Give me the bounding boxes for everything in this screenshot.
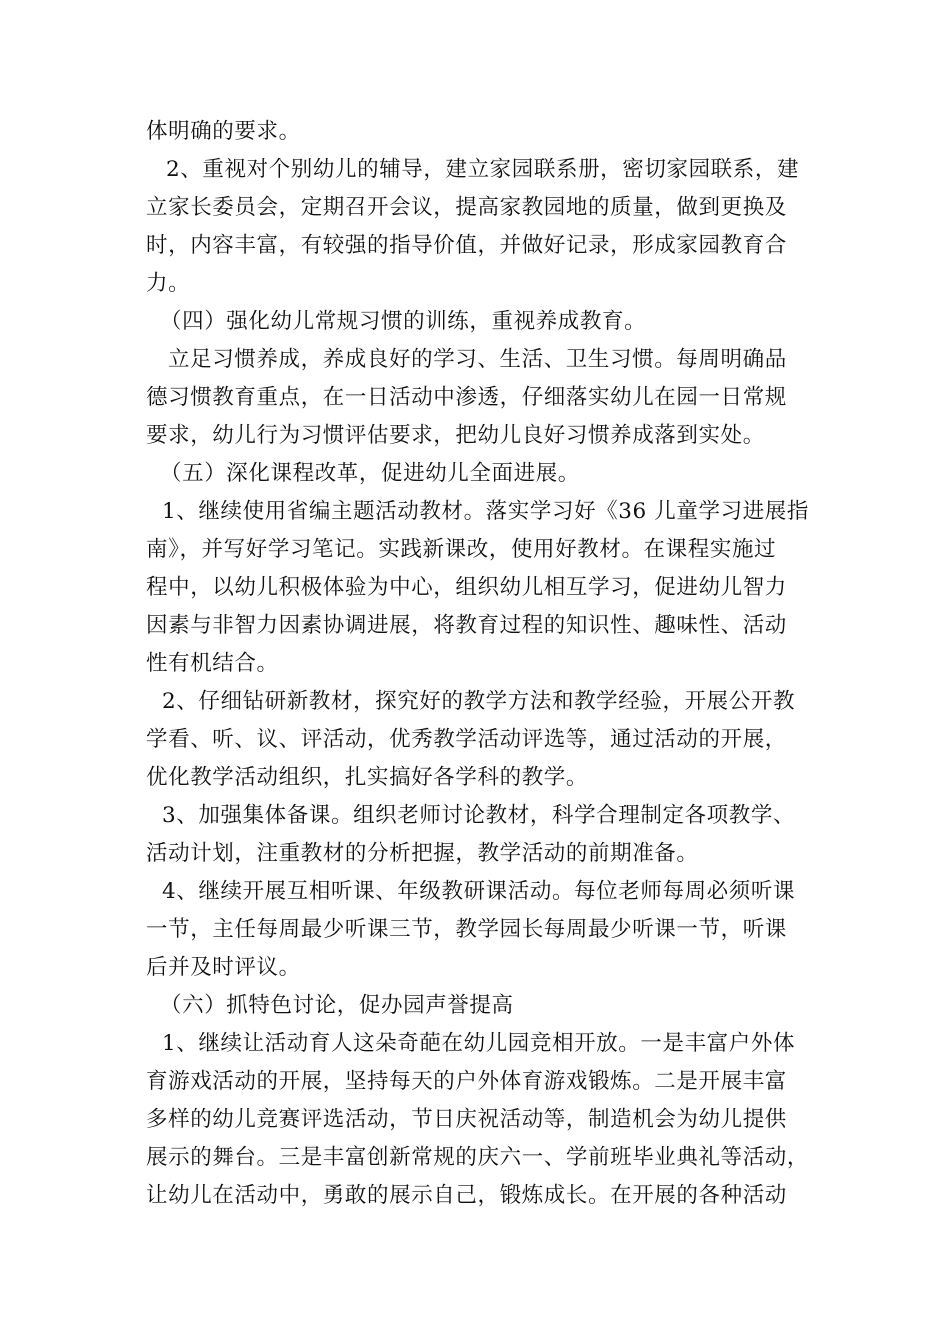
- text-line: 力。: [146, 271, 191, 296]
- text-line: 育游戏活动的开展，坚持每天的户外体育游戏锻炼。二是开展丰富: [146, 1069, 787, 1094]
- text-line: 要求，幼儿行为习惯评估要求，把幼儿良好习惯养成落到实处。: [146, 423, 765, 448]
- text-line: 一节，主任每周最少听课三节，教学园长每周最少听课一节，听课: [146, 917, 787, 942]
- text-line: 立家长委员会，定期召开会议，提高家教园地的质量，做到更换及: [146, 195, 787, 220]
- text-line: 体明确的要求。: [146, 119, 301, 144]
- text-line: 性有机结合。: [146, 651, 279, 676]
- text-line: 后并及时评议。: [146, 955, 301, 980]
- document-body: [146, 113, 811, 1215]
- text-line: 优化教学活动组织，扎实搞好各学科的教学。: [146, 765, 589, 790]
- section-heading-4: （四）强化幼儿常规习惯的训练，重视养成教育。: [160, 309, 647, 334]
- text-line: 程中，以幼儿积极体验为中心，组织幼儿相互学习，促进幼儿智力: [146, 575, 787, 600]
- text-line: 2、仔细钻研新教材，探究好的教学方法和教学经验，开展公开教: [162, 689, 796, 714]
- text-line: 学看、听、议、评活动，优秀教学活动评选等，通过活动的开展，: [146, 727, 787, 752]
- section-heading-6: （六）抓特色讨论，促办园声誉提高: [160, 993, 514, 1018]
- text-line: 活动计划，注重教材的分析把握，教学活动的前期准备。: [146, 841, 699, 866]
- text-line: 南》，并写好学习笔记。实践新课改，使用好教材。在课程实施过: [146, 537, 777, 562]
- text-line: 德习惯教育重点，在一日活动中渗透，仔细落实幼儿在园一日常规: [146, 385, 787, 410]
- text-line: 2、重视对个别幼儿的辅导，建立家园联系册，密切家园联系，建: [166, 157, 800, 182]
- text-line: 1、继续使用省编主题活动教材。落实学习好《36 儿童学习进展指: [162, 499, 809, 524]
- text-line: 4、继续开展互相听课、年级教研课活动。每位老师每周必须听课: [162, 879, 796, 904]
- section-heading-5: （五）深化课程改革，促进幼儿全面进展。: [160, 461, 580, 486]
- text-line: 多样的幼儿竞赛评选活动，节日庆祝活动等，制造机会为幼儿提供: [146, 1107, 787, 1132]
- text-line: 让幼儿在活动中，勇敢的展示自己，锻炼成长。在开展的各种活动: [146, 1183, 787, 1208]
- text-line: 时，内容丰富，有较强的指导价值，并做好记录，形成家园教育合: [146, 233, 787, 258]
- text-line: 1、继续让活动育人这朵奇葩在幼儿园竞相开放。一是丰富户外体: [162, 1031, 796, 1056]
- text-line: 3、加强集体备课。组织老师讨论教材，科学合理制定各项教学、: [162, 803, 796, 828]
- text-line: 因素与非智力因素协调进展，将教育过程的知识性、趣味性、活动: [146, 613, 787, 638]
- text-line: 立足习惯养成，养成良好的学习、生活、卫生习惯。每周明确品: [168, 347, 787, 372]
- text-line: 展示的舞台。三是丰富创新常规的庆六一、学前班毕业典礼等活动，: [146, 1145, 810, 1170]
